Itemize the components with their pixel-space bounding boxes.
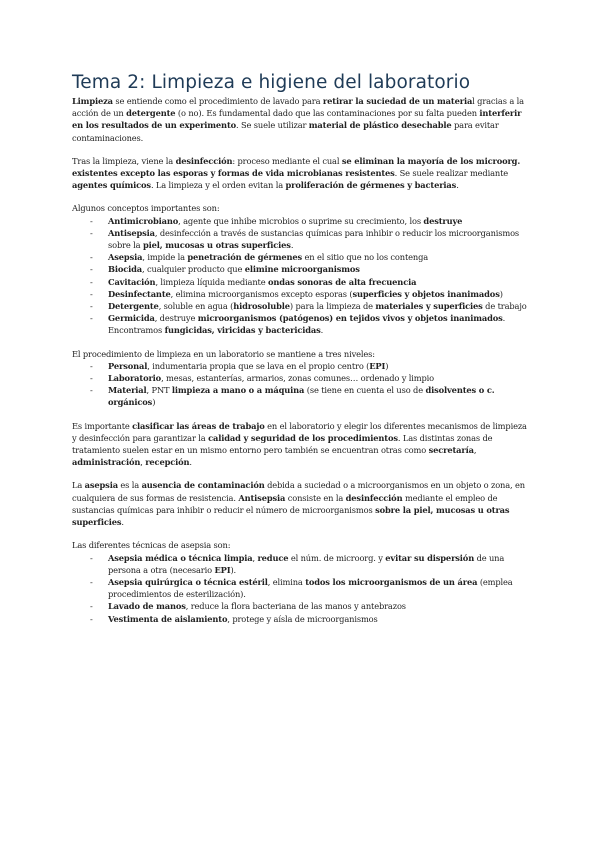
list-item: - Lavado de manos, reduce la flora bacteriana de las manos y antebrazos (72, 600, 528, 612)
bold-term: desinfección (345, 492, 403, 503)
bold-term: Asepsia quirúrgica o técnica estéril (108, 576, 268, 587)
page-title: Tema 2: Limpieza e higiene del laboratorio (72, 72, 471, 93)
bold-term: Antisepsia (238, 492, 286, 503)
bold-term: calidad y seguridad de los procedimientos (208, 432, 398, 443)
bold-term: destruye (423, 215, 463, 226)
bold-term: Material (108, 385, 147, 396)
bold-term: Antisepsia (108, 227, 155, 238)
list-item: - Biocida, cualquier producto que elimine microorganismos (72, 263, 528, 275)
list-item: - Asepsia quirúrgica o técnica estéril, elimina todos los microorganismos de un área (emplea procedimientos de esterilización). (72, 576, 528, 600)
levels-list (72, 360, 528, 409)
bold-term: material de plástico desechable (308, 120, 452, 131)
bold-term: superficies y objetos inanimados (352, 288, 500, 299)
bold-term: Laboratorio (108, 373, 162, 384)
bold-term: se eliminan la mayoría de los microorg. existentes excepto las esporas y formas de vida microbianas resistentes (72, 155, 521, 179)
bold-term: piel, mucosas u otras superficies (142, 240, 291, 251)
bold-term: Antimicrobiano (108, 215, 179, 226)
list-item: - Antisepsia, desinfección a través de sustancias químicas para inhibir o reducir los microorganismos sobre la piel, mucosas u otras superficies. (72, 227, 528, 251)
intro-paragraph: Limpieza se entiende como el procedimiento de lavado para retirar la suciedad de un material gracias a la acción de un detergente (o no). Es fundamental dado que las contaminaciones por su falta pueden interferir en los resultados de un experimento. Se suele utilizar material de plástico desechable para evitar contaminaciones. (72, 96, 524, 143)
levels-intro: El procedimiento de limpieza en un laboratorio se mantiene a tres niveles: (72, 348, 375, 359)
techniques-intro: Las diferentes técnicas de asepsia son: (72, 540, 231, 551)
bold-term: Desinfectante (108, 288, 171, 299)
bold-term: secretaría (428, 445, 474, 456)
bold-term: limpieza a mano o a máquina (171, 385, 305, 396)
list-item: - Vestimenta de aislamiento, protege y aísla de microorganismos (72, 613, 528, 625)
list-item: - Asepsia médica o técnica limpia, reduce el núm. de microorg. y evitar su dispersión de una persona a otra (necesario EPI). (72, 552, 528, 576)
concepts-intro: Algunos conceptos importantes son: (72, 203, 220, 214)
bold-term: ausencia de contaminación (141, 480, 265, 491)
bold-term: ondas sonoras de alta frecuencia (267, 276, 417, 287)
list-item: - Detergente, soluble en agua (hidrosoluble) para la limpieza de materiales y superficies de trabajo (72, 300, 528, 312)
list-item: - Personal, indumentaria propia que se lava en el propio centro (EPI) (72, 360, 528, 372)
bold-term: Detergente (108, 301, 159, 312)
bold-term: penetración de gérmenes (187, 252, 303, 263)
list-item: - Material, PNT limpieza a mano o a máquina (se tiene en cuenta el uso de disolventes o c. orgánicos) (72, 384, 528, 408)
list-item: - Antimicrobiano, agente que inhibe microbios o suprime su crecimiento, los destruye (72, 215, 528, 227)
bold-term: retirar la suciedad de un materia (322, 96, 473, 106)
concepts-list (72, 215, 528, 337)
bold-term: microorganismos (patógenos) en tejidos vivos y objetos inanimados (197, 313, 503, 324)
bold-term: desinfección (175, 155, 233, 166)
bold-term: agentes químicos (72, 180, 151, 191)
bold-term: fungicidas, viricidas y bactericidas (164, 325, 321, 336)
bold-term: reduce (257, 552, 289, 563)
bold-term: Germicida (108, 313, 155, 324)
list-item: - Laboratorio, mesas, estanterías, armarios, zonas comunes… ordenado y limpio (72, 372, 528, 384)
document-body (72, 95, 528, 636)
bold-term: recepción (145, 457, 190, 468)
bold-term: sobre la piel, mucosas u otras superficies (72, 504, 510, 528)
bold-term: interferir en los resultados de un experimento (72, 108, 522, 131)
bold-term: Biocida (108, 264, 143, 275)
bold-term: evitar su dispersión (385, 552, 475, 563)
list-item: - Desinfectante, elimina microorganismos excepto esporas (superficies y objetos inanimados) (72, 288, 528, 300)
bold-term: administración (72, 457, 141, 468)
list-item: - Asepsia, impide la penetración de gérmenes en el sitio que no los contenga (72, 251, 528, 263)
bold-term: Asepsia médica o técnica limpia (108, 552, 253, 563)
bold-term: Personal (108, 360, 148, 371)
disinfection-paragraph: Tras la limpieza, viene la desinfección: proceso mediante el cual se eliminan la mayoría de los microorg. existentes excepto las esporas y formas de vida microbianas resistentes. Se suele realizar mediante agentes químicos. La limpieza y el orden evitan la proliferación de gérmenes y bacterias. (72, 155, 521, 191)
list-item: - Germicida, destruye microorganismos (patógenos) en tejidos vivos y objetos inanimados. Encontramos fungicidas, viricidas y bactericidas. (72, 312, 528, 336)
bold-term: EPI (369, 360, 386, 371)
techniques-list (72, 552, 528, 625)
zones-paragraph: Es importante clasificar las áreas de trabajo en el laboratorio y elegir los diferentes mecanismos de limpieza y desinfección para garantizar la calidad y seguridad de los procedimientos. Las distintas zonas de tratamiento suelen estar en un mismo entorno pero también se encuentran otras como secretaría, administración, recepción. (72, 420, 527, 468)
bold-term: Vestimenta de aislamiento (108, 613, 228, 624)
bold-term: Asepsia (108, 252, 143, 263)
bold-term: todos los microorganismos de un área (305, 576, 478, 587)
bold-term: materiales y superficies (375, 301, 483, 312)
asepsis-paragraph: La asepsia es la ausencia de contaminación debida a suciedad o a microorganismos en un objeto o zona, en cualquiera de sus formas de resistencia. Antisepsia consiste en la desinfección mediante el empleo de sustancias químicas para inhibir o reducir el número de microorganismos sobre la piel, mucosas u otras superficies. (72, 480, 525, 528)
bold-term: proliferación de gérmenes y bacterias (285, 180, 457, 191)
bold-term: detergente (126, 108, 176, 119)
bold-term: EPI (214, 564, 231, 575)
bold-term: Cavitación (108, 276, 156, 287)
bold-term: disolventes o c. orgánicos (108, 385, 495, 408)
bold-term: Limpieza (72, 96, 113, 106)
list-item: - Cavitación, limpieza líquida mediante ondas sonoras de alta frecuencia (72, 276, 528, 288)
bold-term: clasificar las áreas de trabajo (132, 420, 265, 431)
bold-term: elimine microorganismos (244, 264, 360, 275)
bold-term: Lavado de manos (108, 601, 186, 612)
bold-term: asepsia (84, 480, 118, 491)
bold-term: hidrosoluble (233, 301, 290, 312)
